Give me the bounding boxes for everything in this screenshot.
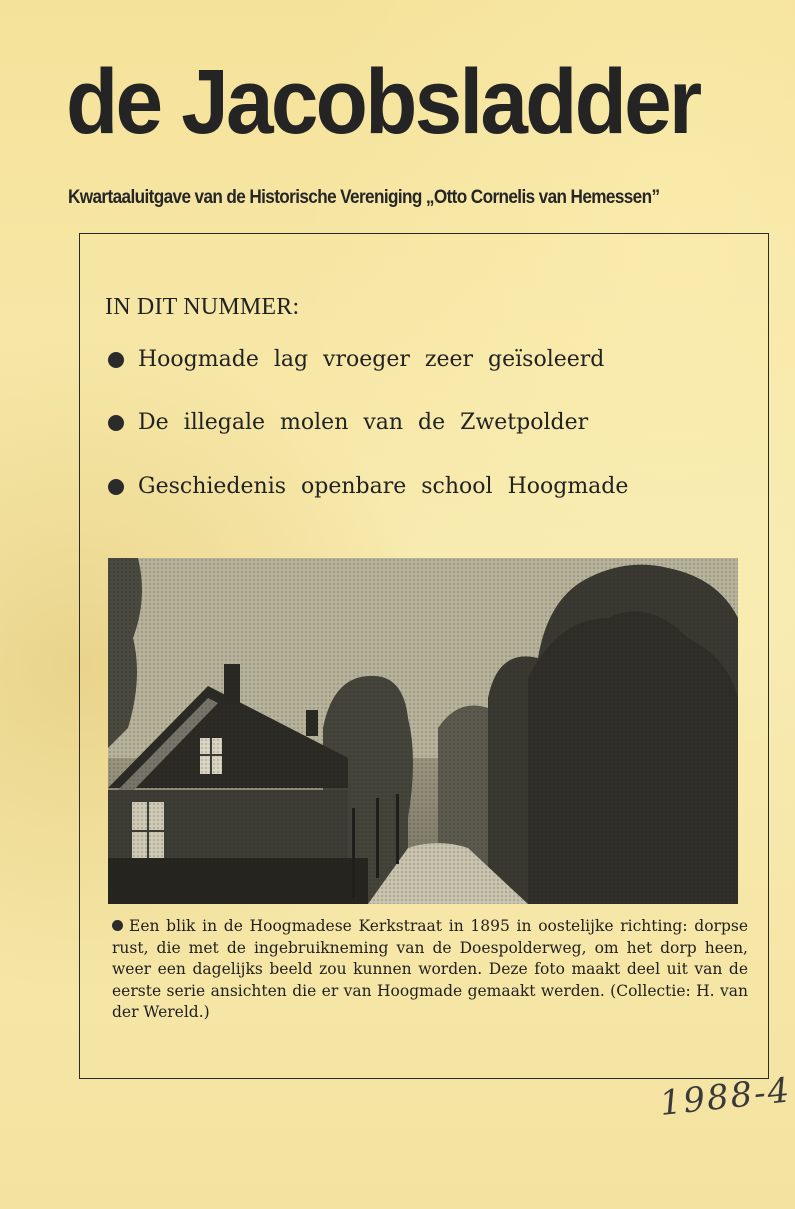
contents-heading: IN DIT NUMMER: — [105, 294, 300, 320]
magazine-title: de Jacobsladder — [66, 51, 700, 153]
contents-item — [108, 410, 588, 435]
magazine-subtitle: Kwartaaluitgave van de Historische Vereniging „Otto Cornelis van Hemessen” — [68, 186, 660, 208]
bullet-icon — [108, 352, 124, 368]
street-photo — [108, 558, 738, 904]
bullet-icon — [108, 415, 124, 431]
photo-caption — [112, 916, 748, 1024]
contents-item — [108, 347, 604, 372]
handwritten-issue-number: 1988-4 — [657, 1070, 794, 1124]
contents-item — [108, 474, 628, 499]
contents-item-label: Geschiedenis openbare school Hoogmade — [138, 474, 629, 499]
photo-caption-text: Een blik in de Hoogmadese Kerkstraat in 1895 in oostelijke richting: dorpse rust, die met de ingebruikneming van de Doespolderweg, om het dorp heen, weer een dagelijks beeld zou kunnen worden. Deze foto maakt deel uit van de eerste serie ansichten die er van Hoogmade gemaakt werden. (Collectie: H. van der Wereld.) — [112, 917, 748, 1021]
contents-item-label: De illegale molen van de Zwetpolder — [138, 410, 589, 435]
bullet-icon — [112, 920, 123, 931]
bullet-icon — [108, 479, 124, 495]
contents-item-label: Hoogmade lag vroeger zeer geïsoleerd — [138, 347, 605, 372]
